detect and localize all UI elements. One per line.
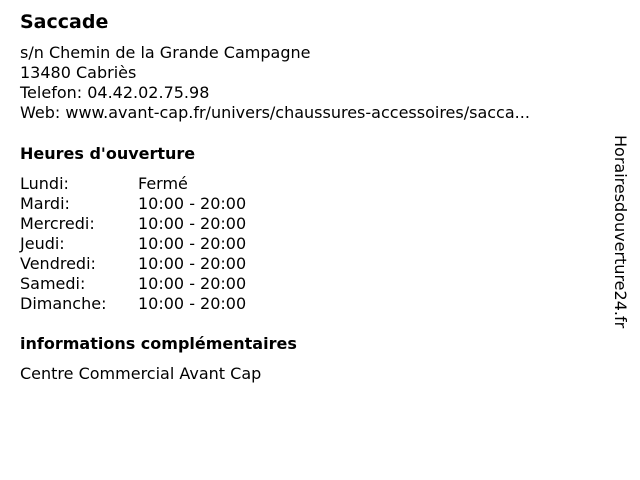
day-hours: Fermé	[138, 174, 188, 193]
day-hours: 10:00 - 20:00	[138, 294, 247, 313]
additional-info-text: Centre Commercial Avant Cap	[20, 364, 262, 383]
day-label: Vendredi:	[20, 254, 96, 273]
day-label: Lundi:	[20, 174, 69, 193]
day-hours: 10:00 - 20:00	[138, 254, 247, 273]
day-label: Mardi:	[20, 194, 70, 213]
opening-hours-heading: Heures d'ouverture	[20, 144, 196, 163]
address-city: 13480 Cabriès	[20, 63, 137, 82]
day-label: Samedi:	[20, 274, 86, 293]
address-street: s/n Chemin de la Grande Campagne	[20, 43, 311, 62]
day-hours: 10:00 - 20:00	[138, 194, 247, 213]
day-label: Jeudi:	[20, 234, 65, 253]
additional-info-heading: informations complémentaires	[20, 334, 297, 353]
day-hours: 10:00 - 20:00	[138, 274, 247, 293]
day-hours: 10:00 - 20:00	[138, 214, 247, 233]
day-label: Dimanche:	[20, 294, 107, 313]
site-watermark: Horairesdouverture24.fr	[611, 135, 630, 329]
day-label: Mercredi:	[20, 214, 95, 233]
day-hours: 10:00 - 20:00	[138, 234, 247, 253]
address-block	[20, 43, 530, 123]
business-name: Saccade	[20, 11, 109, 33]
phone-number[interactable]: Telefon: 04.42.02.75.98	[20, 83, 210, 102]
website-link[interactable]: Web: www.avant-cap.fr/univers/chaussures-accessoires/sacca...	[20, 103, 530, 122]
